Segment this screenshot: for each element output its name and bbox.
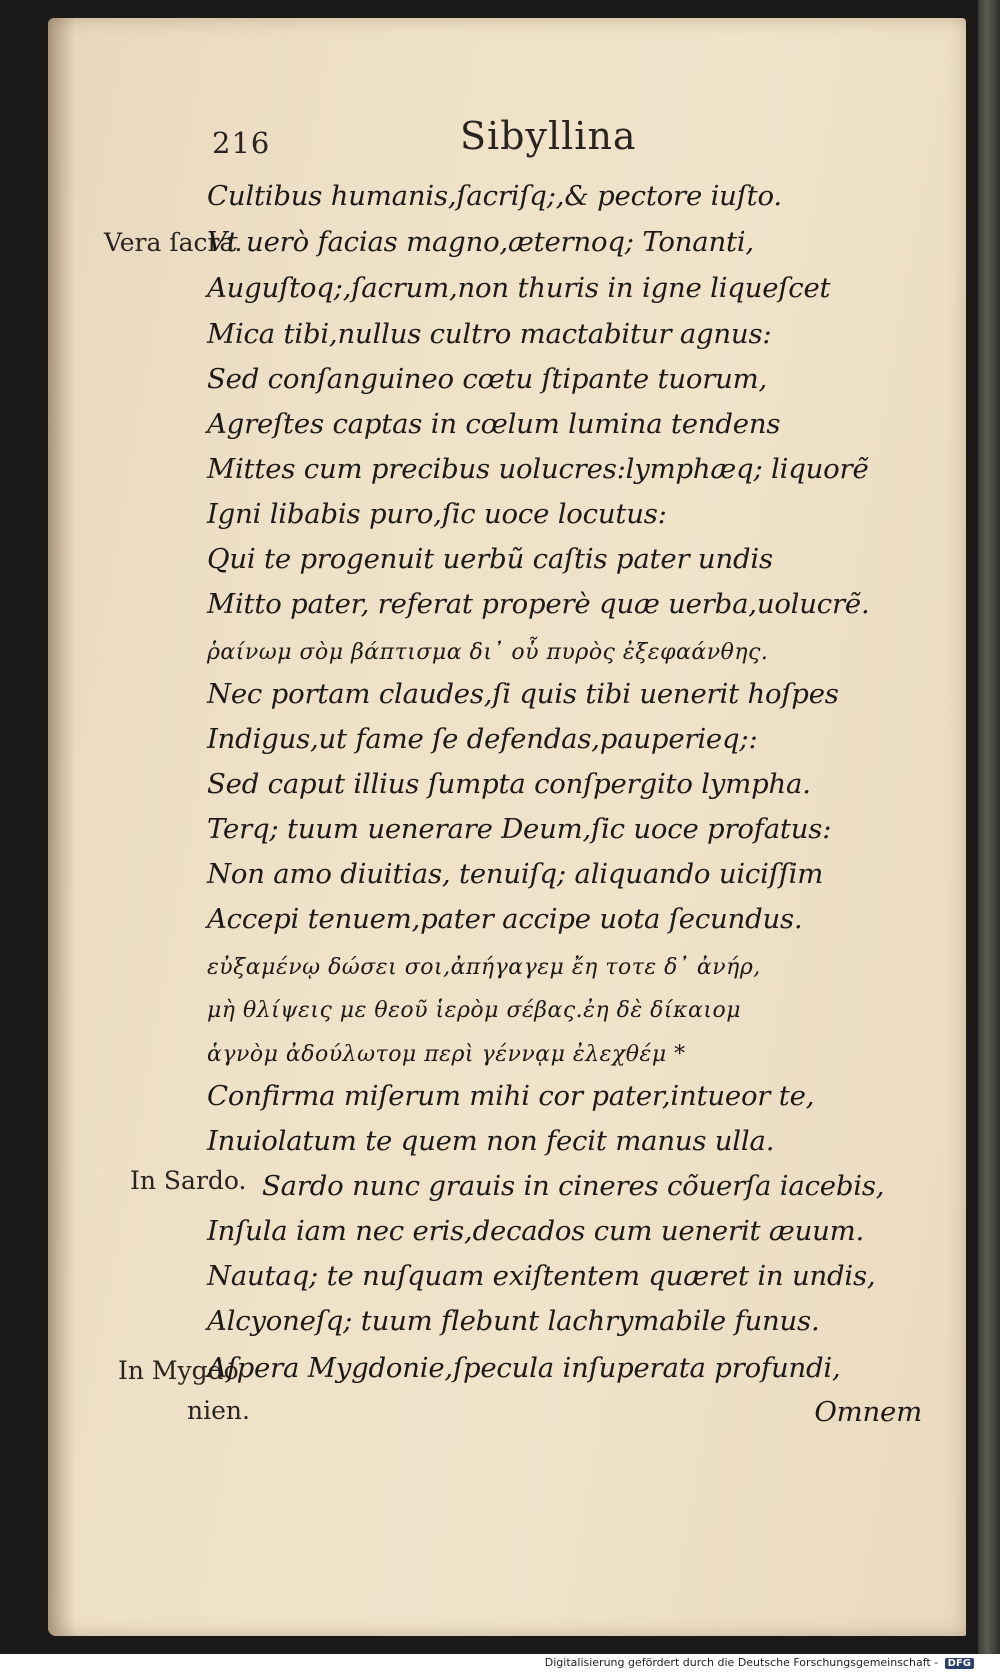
footer-bar [0,1654,1000,1674]
page-header [212,114,732,168]
text-line: Nec portam claudes,ſi quis tibi uenerit hoſpes [207,678,839,710]
text-line: Accepi tenuem,pater accipe uota ſecundus. [207,903,803,935]
page-gutter-shadow [48,18,76,1636]
text-line: Sed caput illius ſumpta conſpergito lympha. [207,768,811,800]
text-line: Sed conſanguineo cœtu ſtipante tuorum, [207,363,768,395]
marginal-note-vera-sacra: Vera ſacra. [104,228,243,257]
text-line: Auguſtoq;,ſacrum,non thuris in igne liqueſcet [207,272,831,304]
text-line: Confirma miſerum mihi cor pater,intueor te, [207,1080,815,1112]
greek-text-line: ἁγνὸμ ἀδούλωτομ περὶ γέννᾳμ ἐλεχθέμ * [207,1042,686,1067]
text-line: Igni libabis puro,ſic uoce locutus: [207,498,667,530]
marginal-note-in-sardo: In Sardo. [130,1166,247,1195]
greek-text-line: εὐξαμένῳ δώσει σοι,ἀπήγαγεμ ἔη τοτε δ᾽ ἀνήρ, [207,955,761,980]
text-line: Vt uerò facias magno,æternoq; Tonanti, [207,226,754,258]
footer-credit [545,1656,974,1669]
text-line: Inſula iam nec eris,decados cum uenerit æuum. [207,1215,865,1247]
text-line: Mittes cum precibus uolucres:lymphæq; liquorẽ [207,453,869,485]
footer-credit-text: Digitalisierung gefördert durch die Deutsche Forschungsgemeinschaft - [544,1656,939,1669]
text-line: Sardo nunc grauis in cineres cõuerſa iacebis, [262,1170,885,1202]
greek-text-line: μὴ θλίψεις με θεοῦ ἱερὸμ σέβας.ἐη δὲ δίκαιομ [207,998,742,1023]
text-line: Mitto pater, referat properè quæ uerba,uolucrẽ. [207,588,870,620]
text-line: Cultibus humanis,ſacriſq;,& pectore iuſto. [207,180,782,212]
text-line: Nautaq; te nuſquam exiſtentem quæret in undis, [207,1260,876,1292]
text-line: Non amo diuitias, tenuiſq; aliquando uiciſſim [207,858,824,890]
dfg-logo: DFG [945,1658,974,1669]
text-line: Agreſtes captas in cœlum lumina tendens [207,408,781,440]
marginal-note-nien: nien. [187,1396,250,1425]
text-line: Alcyoneſq; tuum flebunt lachrymabile funus. [207,1305,820,1337]
catchword: Omnem [814,1396,922,1428]
text-line: Aſpera Mygdonie,ſpecula inſuperata profundi, [207,1352,841,1384]
text-line: Mica tibi,nullus cultro mactabitur agnus: [207,318,772,350]
greek-text-line: ῥαίνωμ σὸμ βάπτισμα δι᾽ οὗ πυρὸς ἐξεφαάνθης. [207,640,769,665]
text-line: Indigus,ut fame ſe defendas,pauperieq;: [207,723,758,755]
binding-edge [978,0,1000,1654]
text-line: Terq; tuum uenerare Deum,ſic uoce profatus: [207,813,832,845]
marginal-note-in-mygdo: In Mygdo [118,1356,239,1385]
running-title: Sibyllina [460,114,637,158]
text-line: Inuiolatum te quem non fecit manus ulla. [207,1125,775,1157]
page-number: 216 [212,126,271,160]
text-line: Qui te progenuit uerbũ caſtis pater undis [207,543,773,575]
